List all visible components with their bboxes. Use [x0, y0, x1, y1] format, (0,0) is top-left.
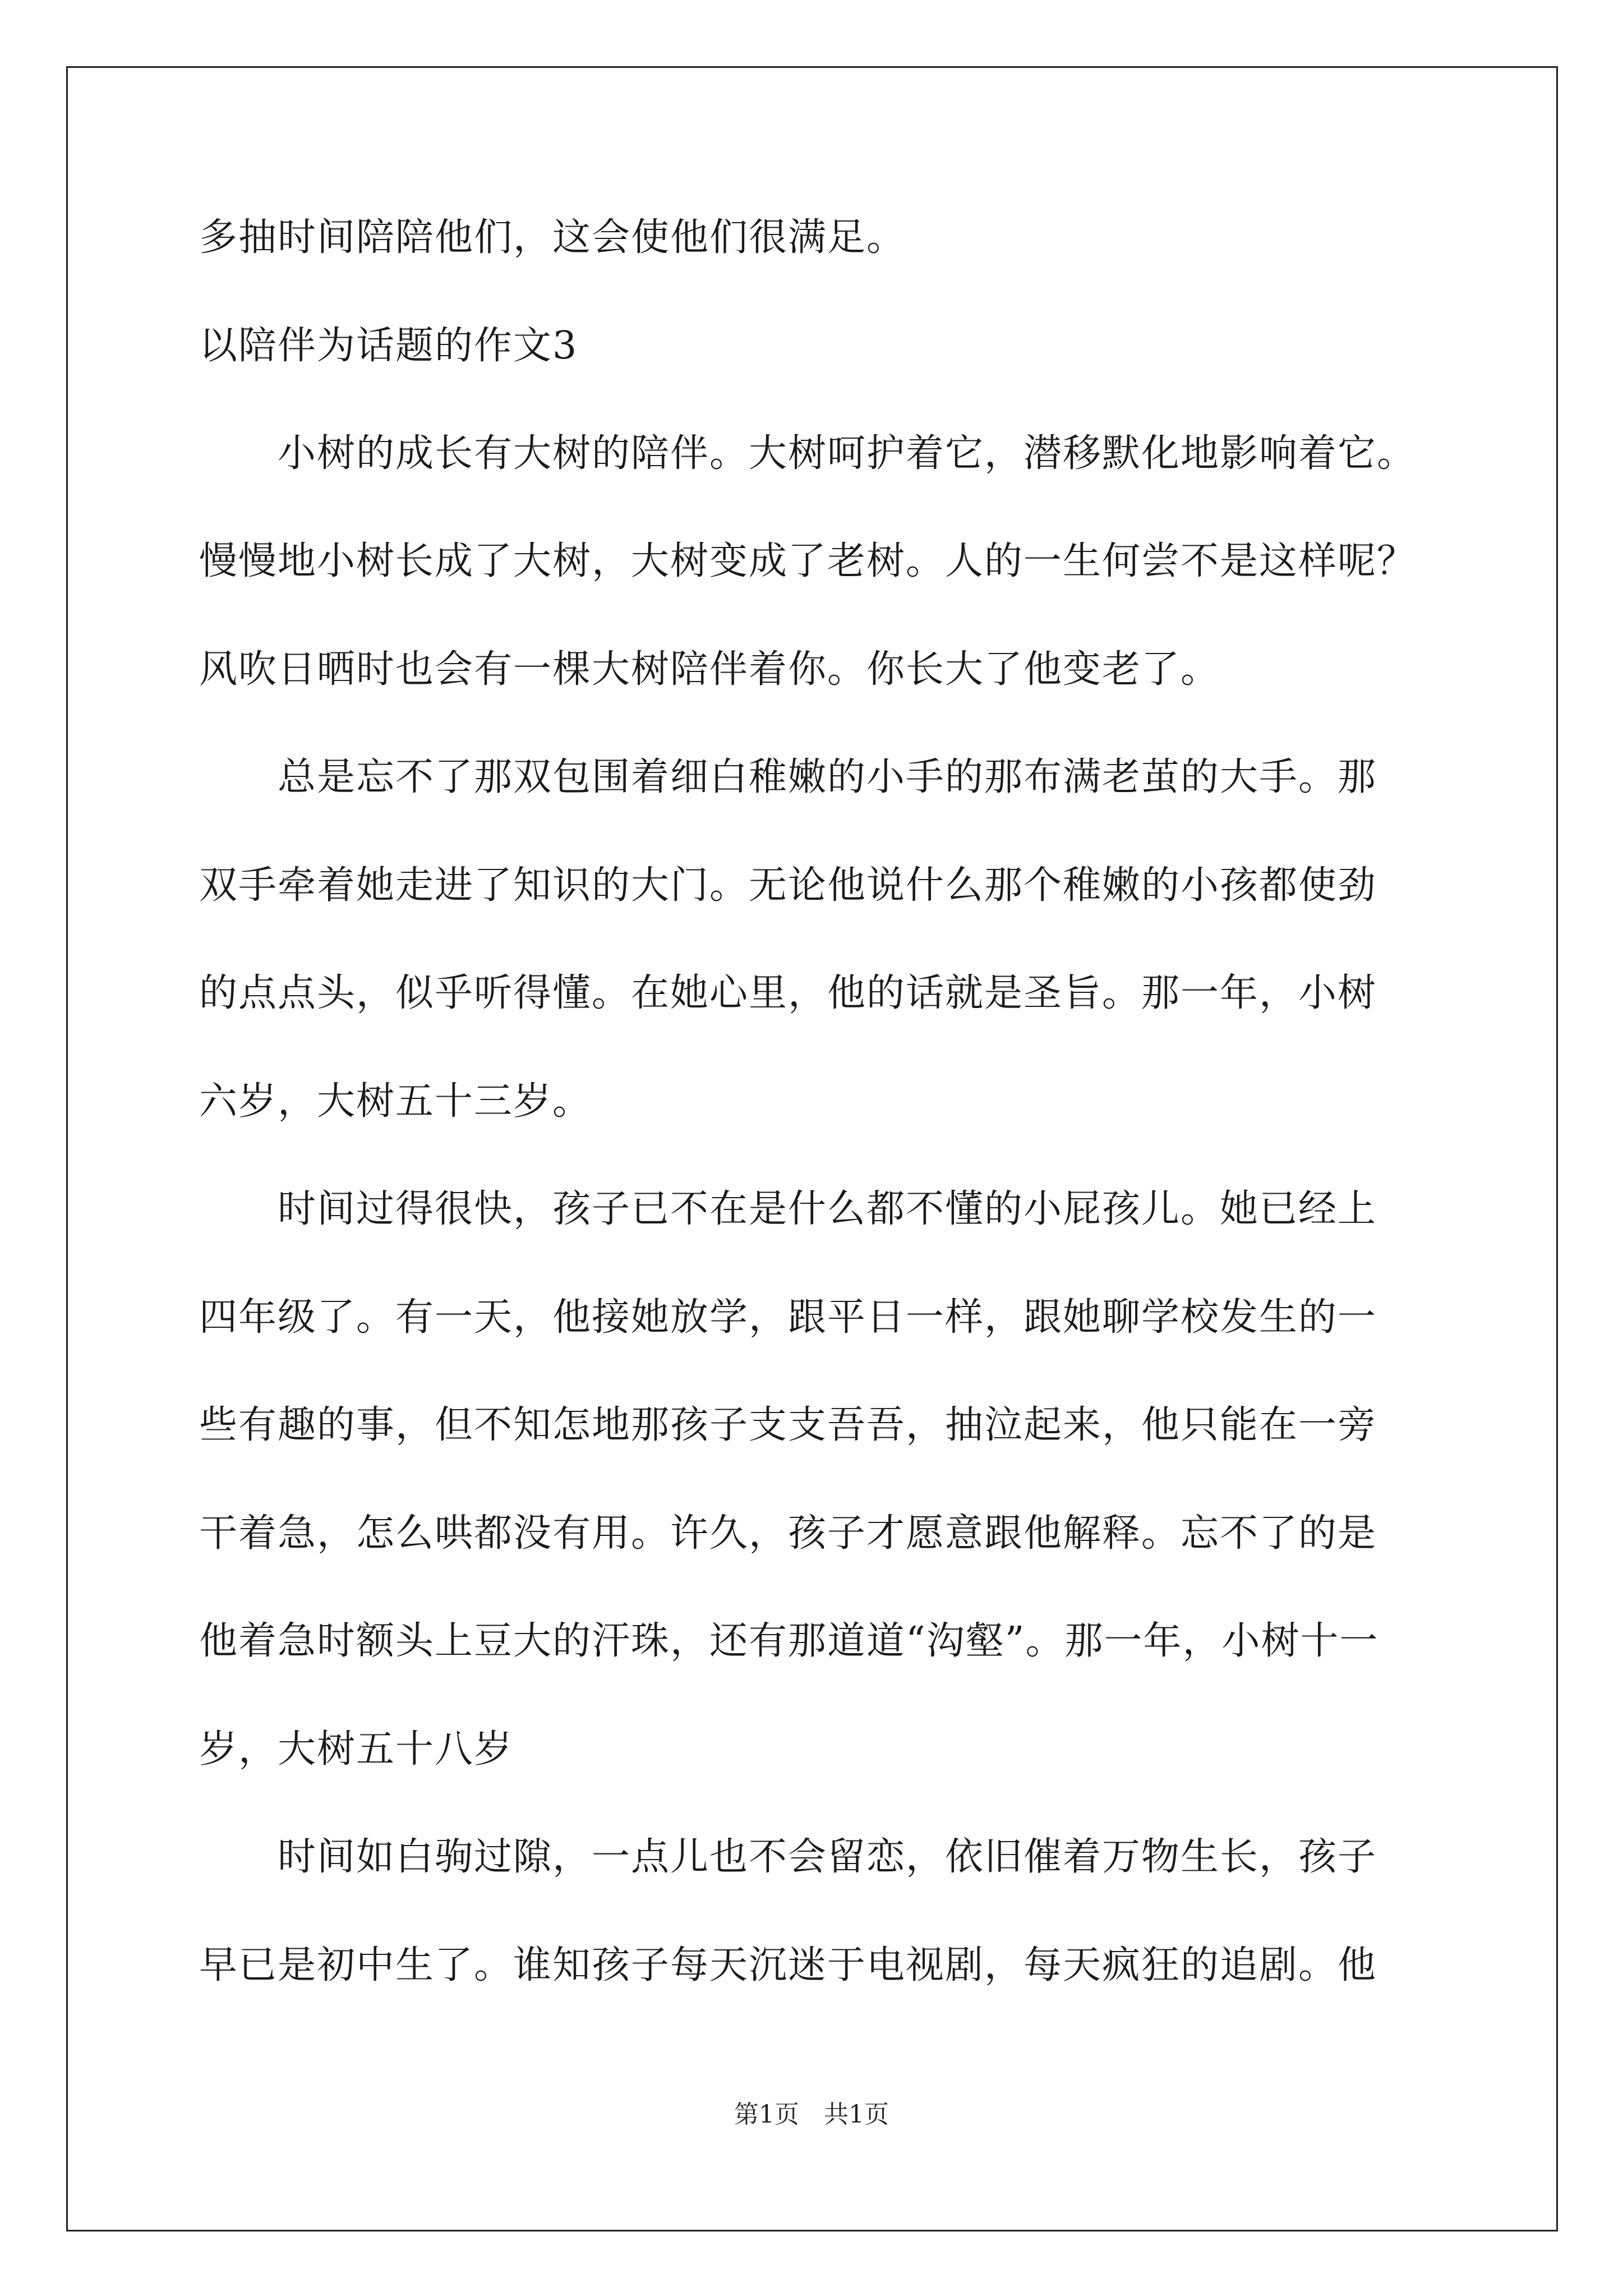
text-line: 些有趣的事，但不知怎地那孩子支支吾吾，抽泣起来，他只能在一旁	[199, 1403, 1377, 1447]
page-footer	[0, 2102, 1623, 2127]
text-line: 慢慢地小树长成了大树，大树变成了老树。人的一生何尝不是这样呢？	[199, 539, 1417, 583]
text-line: 时间过得很快，孩子已不在是什么都不懂的小屁孩儿。她已经上	[199, 1187, 1377, 1231]
page-border	[66, 66, 1558, 2231]
text-line: 风吹日晒时也会有一棵大树陪伴着你。你长大了他变老了。	[199, 647, 1220, 692]
text-line: 岁，大树五十八岁	[199, 1727, 514, 1772]
text-line: 四年级了。有一天，他接她放学，跟平日一样，跟她聊学校发生的一	[199, 1295, 1377, 1340]
page-number: 第1页 共1页	[734, 2100, 889, 2129]
text-line: 六岁，大树五十三岁。	[199, 1079, 592, 1124]
text-line: 小树的成长有大树的陪伴。大树呵护着它，潜移默化地影响着它。	[199, 431, 1417, 476]
text-line: 他着急时额头上豆大的汗珠，还有那道道“沟壑”。那一年，小树十一	[199, 1619, 1379, 1663]
text-line: 双手牵着她走进了知识的大门。无论他说什么那个稚嫩的小孩都使劲	[199, 863, 1377, 908]
text-line: 的点点头，似乎听得懂。在她心里，他的话就是圣旨。那一年，小树	[199, 971, 1377, 1015]
text-line: 总是忘不了那双包围着细白稚嫩的小手的那布满老茧的大手。那	[199, 755, 1377, 799]
text-line: 时间如白驹过隙，一点儿也不会留恋，依旧催着万物生长，孩子	[199, 1835, 1377, 1879]
text-line: 早已是初中生了。谁知孩子每天沉迷于电视剧，每天疯狂的追剧。他	[199, 1943, 1377, 1987]
essay-heading: 以陪伴为话题的作文3	[199, 324, 578, 368]
text-line: 干着急，怎么哄都没有用。许久，孩子才愿意跟他解释。忘不了的是	[199, 1511, 1377, 1556]
text-line: 多抽时间陪陪他们，这会使他们很满足。	[199, 215, 906, 260]
